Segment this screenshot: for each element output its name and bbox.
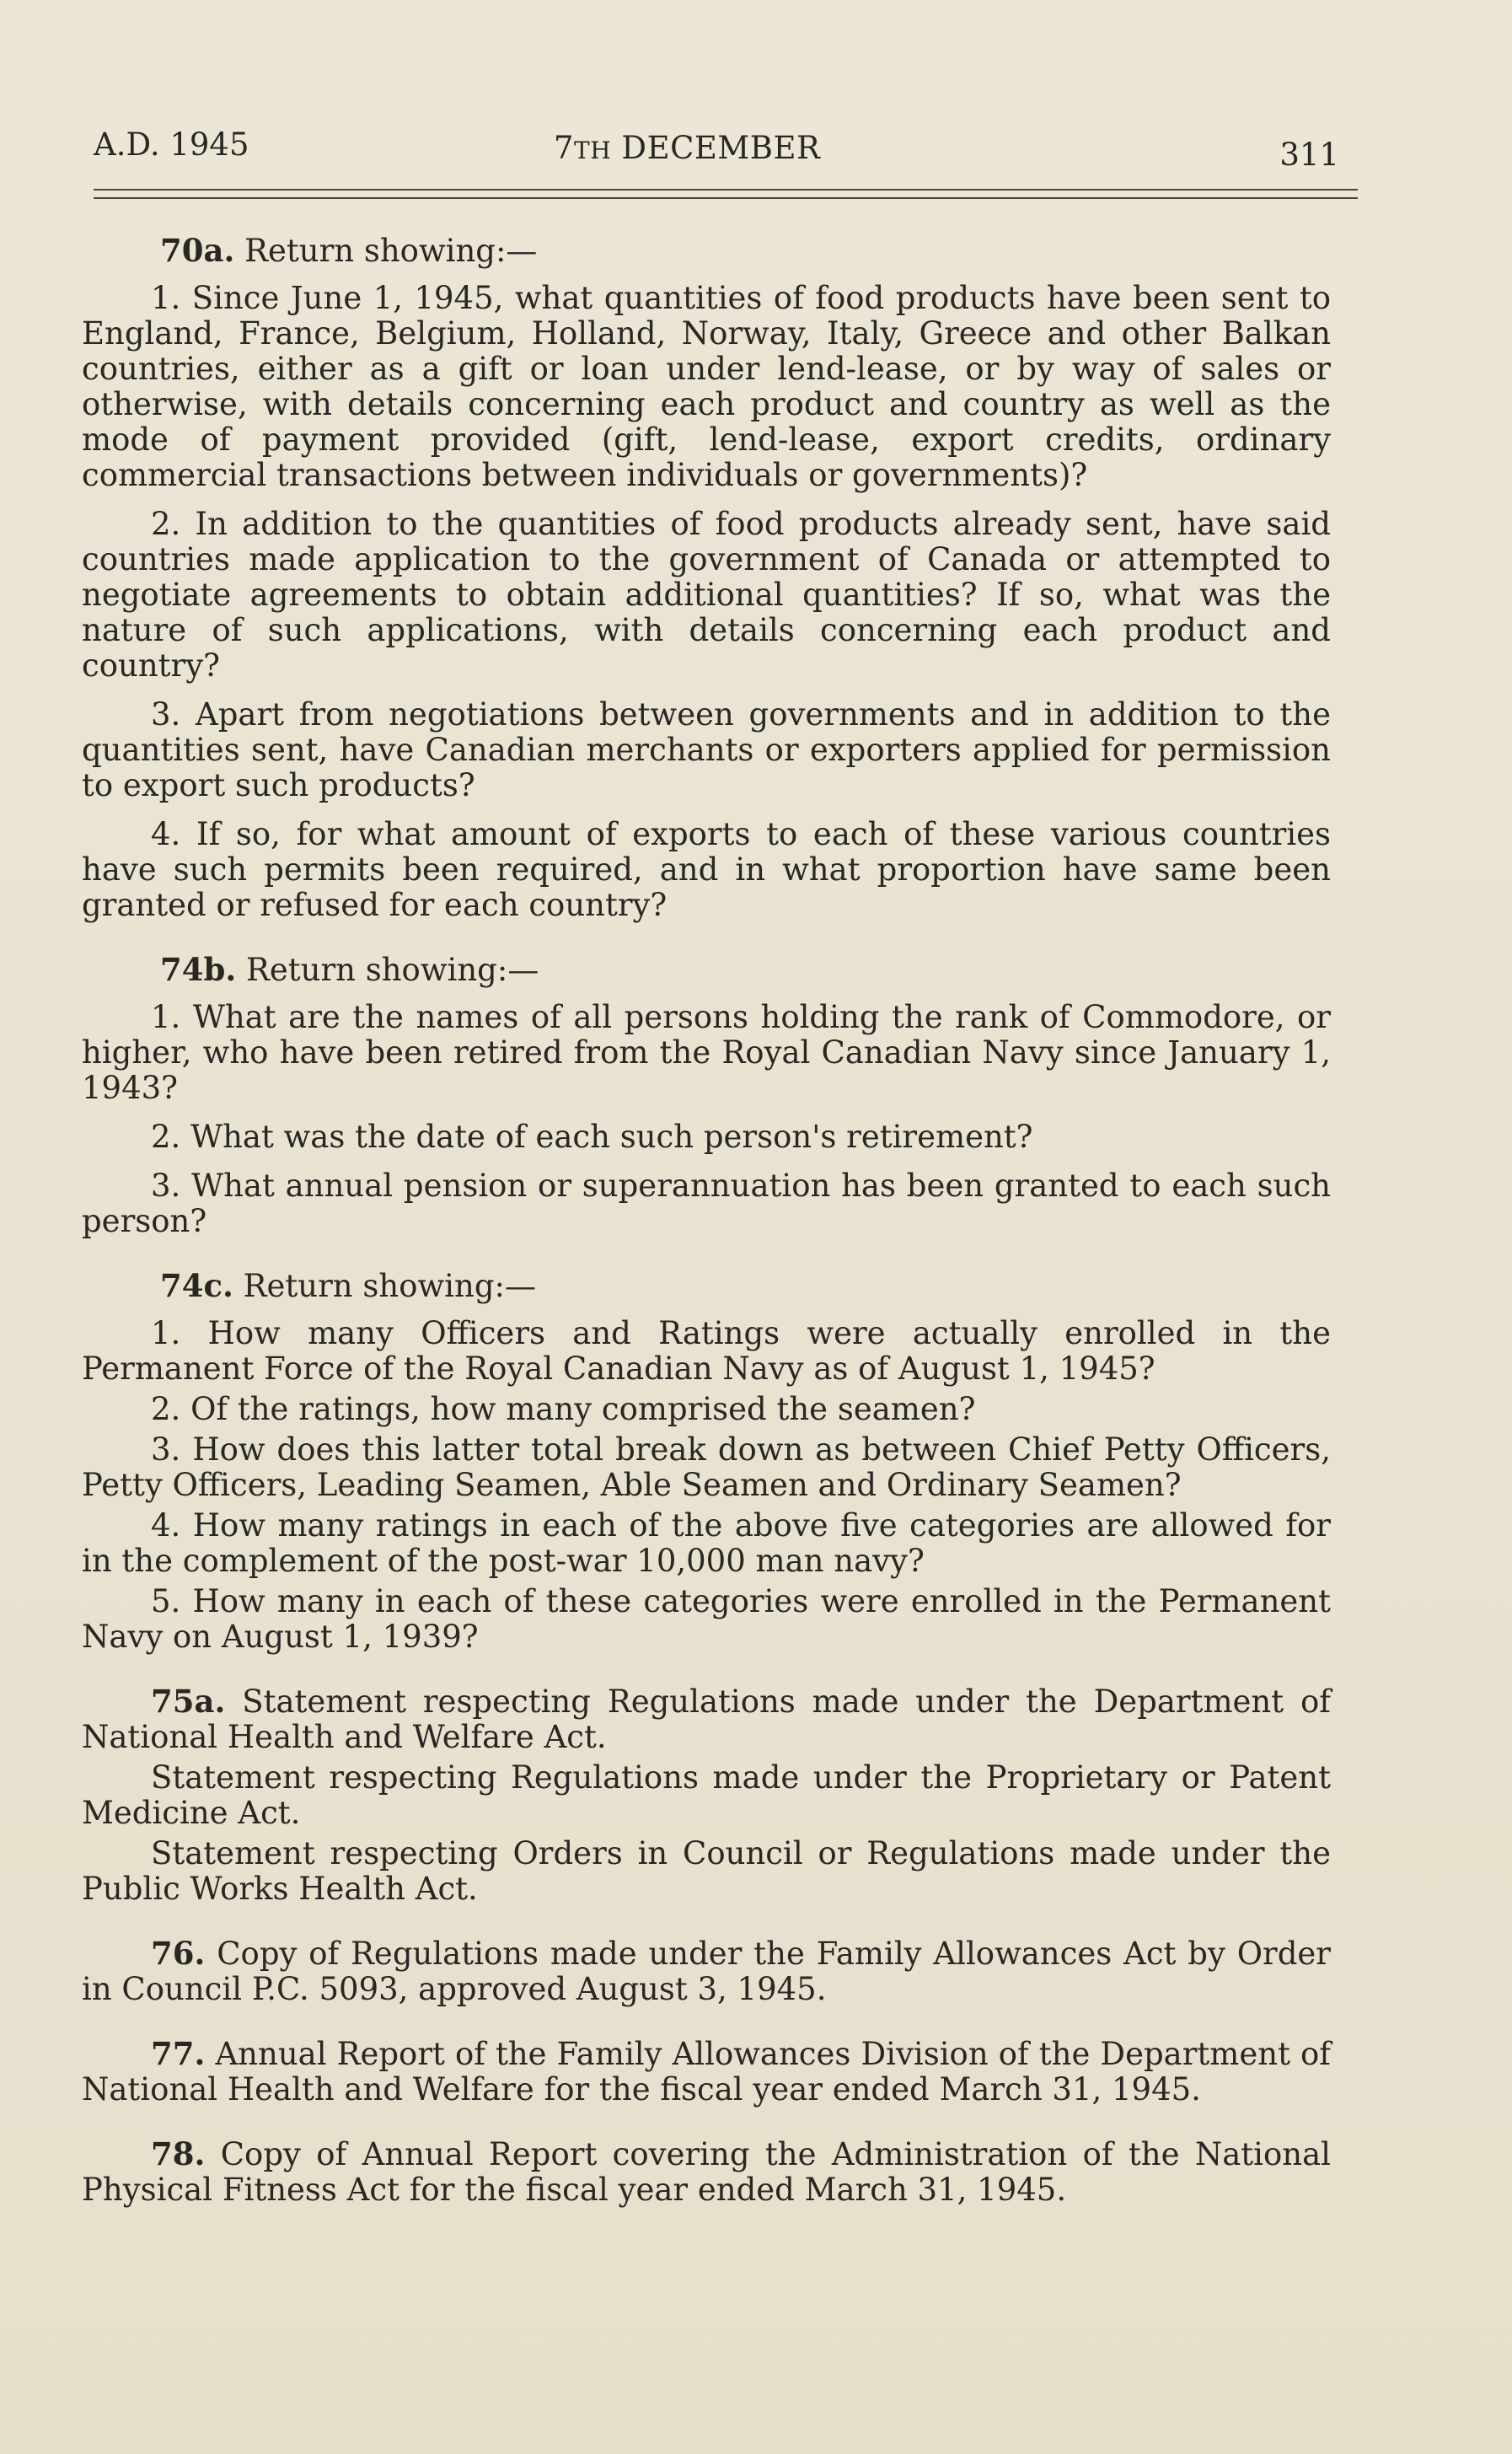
section-70a [82,233,1331,923]
section-heading [82,233,1331,269]
document-body [82,233,1331,2208]
section-number: 75a. [151,1683,226,1720]
question-item: 3. Apart from negotiations between governments and in addition to the quantities sent, have Canadian merchants or exporters applied for permission to export such products? [82,696,1331,803]
question-item: 2. In addition to the quantities of food products already sent, have said countries made application to the government of Canada or attempted to negotiate agreements to obtain additional quantities? If so, what was the nature of such applications, with details concerning each product and country? [82,506,1331,684]
section-74c [82,1268,1331,1655]
section-76 [82,1936,1331,2007]
question-item: 2. What was the date of each such person's retirement? [151,1119,1033,1155]
statement-item [82,2136,1331,2208]
question-item: 3. What annual pension or superannuation has been granted to each such person? [82,1168,1331,1239]
header-date-suffix: TH [574,137,612,164]
statement-item: Statement respecting Orders in Council or Regulations made under the Public Works Health Act. [82,1835,1331,1907]
statement-text: Copy of Regulations made under the Family Allowances Act by Order in Council P.C. 5093, approved August 3, 1945. [82,1936,1331,2007]
header-year: A.D. 1945 [94,126,249,163]
section-number: 76. [151,1935,206,1972]
section-74b [82,952,1331,1239]
question-item: 5. How many in each of these categories were enrolled in the Permanent Navy on August 1, 1939? [82,1583,1331,1655]
section-heading-text: Return showing:— [236,952,539,988]
statement-text: Copy of Annual Report covering the Administration of the National Physical Fitness Act for the fiscal year ended March 31, 1945. [82,2136,1331,2208]
statement-text: Statement respecting Regulations made under the Department of National Health and Welfare Act. [82,1683,1331,1755]
section-heading-text: Return showing:— [233,1268,536,1304]
section-number: 74c. [160,1267,233,1304]
section-heading-text: Return showing:— [234,233,538,269]
header-date-month: DECEMBER [611,130,821,166]
question-item: 4. If so, for what amount of exports to each of these various countries have such permits been required, and in what proportion have same been granted or refused for each country? [82,816,1331,923]
section-number: 78. [151,2135,206,2172]
header-date [554,130,820,166]
section-75a [82,1683,1331,1907]
statement-text: Annual Report of the Family Allowances Division of the Department of National Health and Welfare for the fiscal year ended March 31, 1945. [82,2036,1331,2108]
running-head [82,126,1339,177]
section-77 [82,2036,1331,2108]
question-item: 2. Of the ratings, how many comprised the seamen? [151,1391,976,1427]
header-rule [94,189,1358,199]
section-number: 74b. [160,951,237,988]
question-item: 1. Since June 1, 1945, what quantities of food products have been sent to England, France, Belgium, Holland, Norway, Italy, Greece and other Balkan countries, either as a gift or loan under lend-lease, or by way of sales or otherwise, with details concerning each product and country as well as the mode of payment provided (gift, lend-lease, export credits, ordinary commercial transactions between individuals or governments)? [82,280,1331,493]
section-number: 77. [151,2035,206,2072]
question-item: 3. How does this latter total break down as between Chief Petty Officers, Petty Officers, Leading Seamen, Able Seamen and Ordinary Seamen? [82,1431,1331,1503]
statement-item [82,1936,1331,2007]
header-date-day: 7 [554,130,575,166]
section-number: 70a. [160,232,235,269]
statement-item [82,2036,1331,2108]
section-heading [82,1268,1331,1304]
page-number: 311 [1279,137,1339,173]
section-heading [82,952,1331,988]
statement-item [82,1683,1331,1755]
question-item: 4. How many ratings in each of the above five categories are allowed for in the complement of the post-war 10,000 man navy? [82,1507,1331,1579]
statement-item: Statement respecting Regulations made under the Proprietary or Patent Medicine Act. [82,1759,1331,1831]
question-item: 1. How many Officers and Ratings were actually enrolled in the Permanent Force of the Royal Canadian Navy as of August 1, 1945? [82,1315,1331,1387]
question-item: 1. What are the names of all persons holding the rank of Commodore, or higher, who have been retired from the Royal Canadian Navy since January 1, 1943? [82,999,1331,1106]
section-78 [82,2136,1331,2208]
